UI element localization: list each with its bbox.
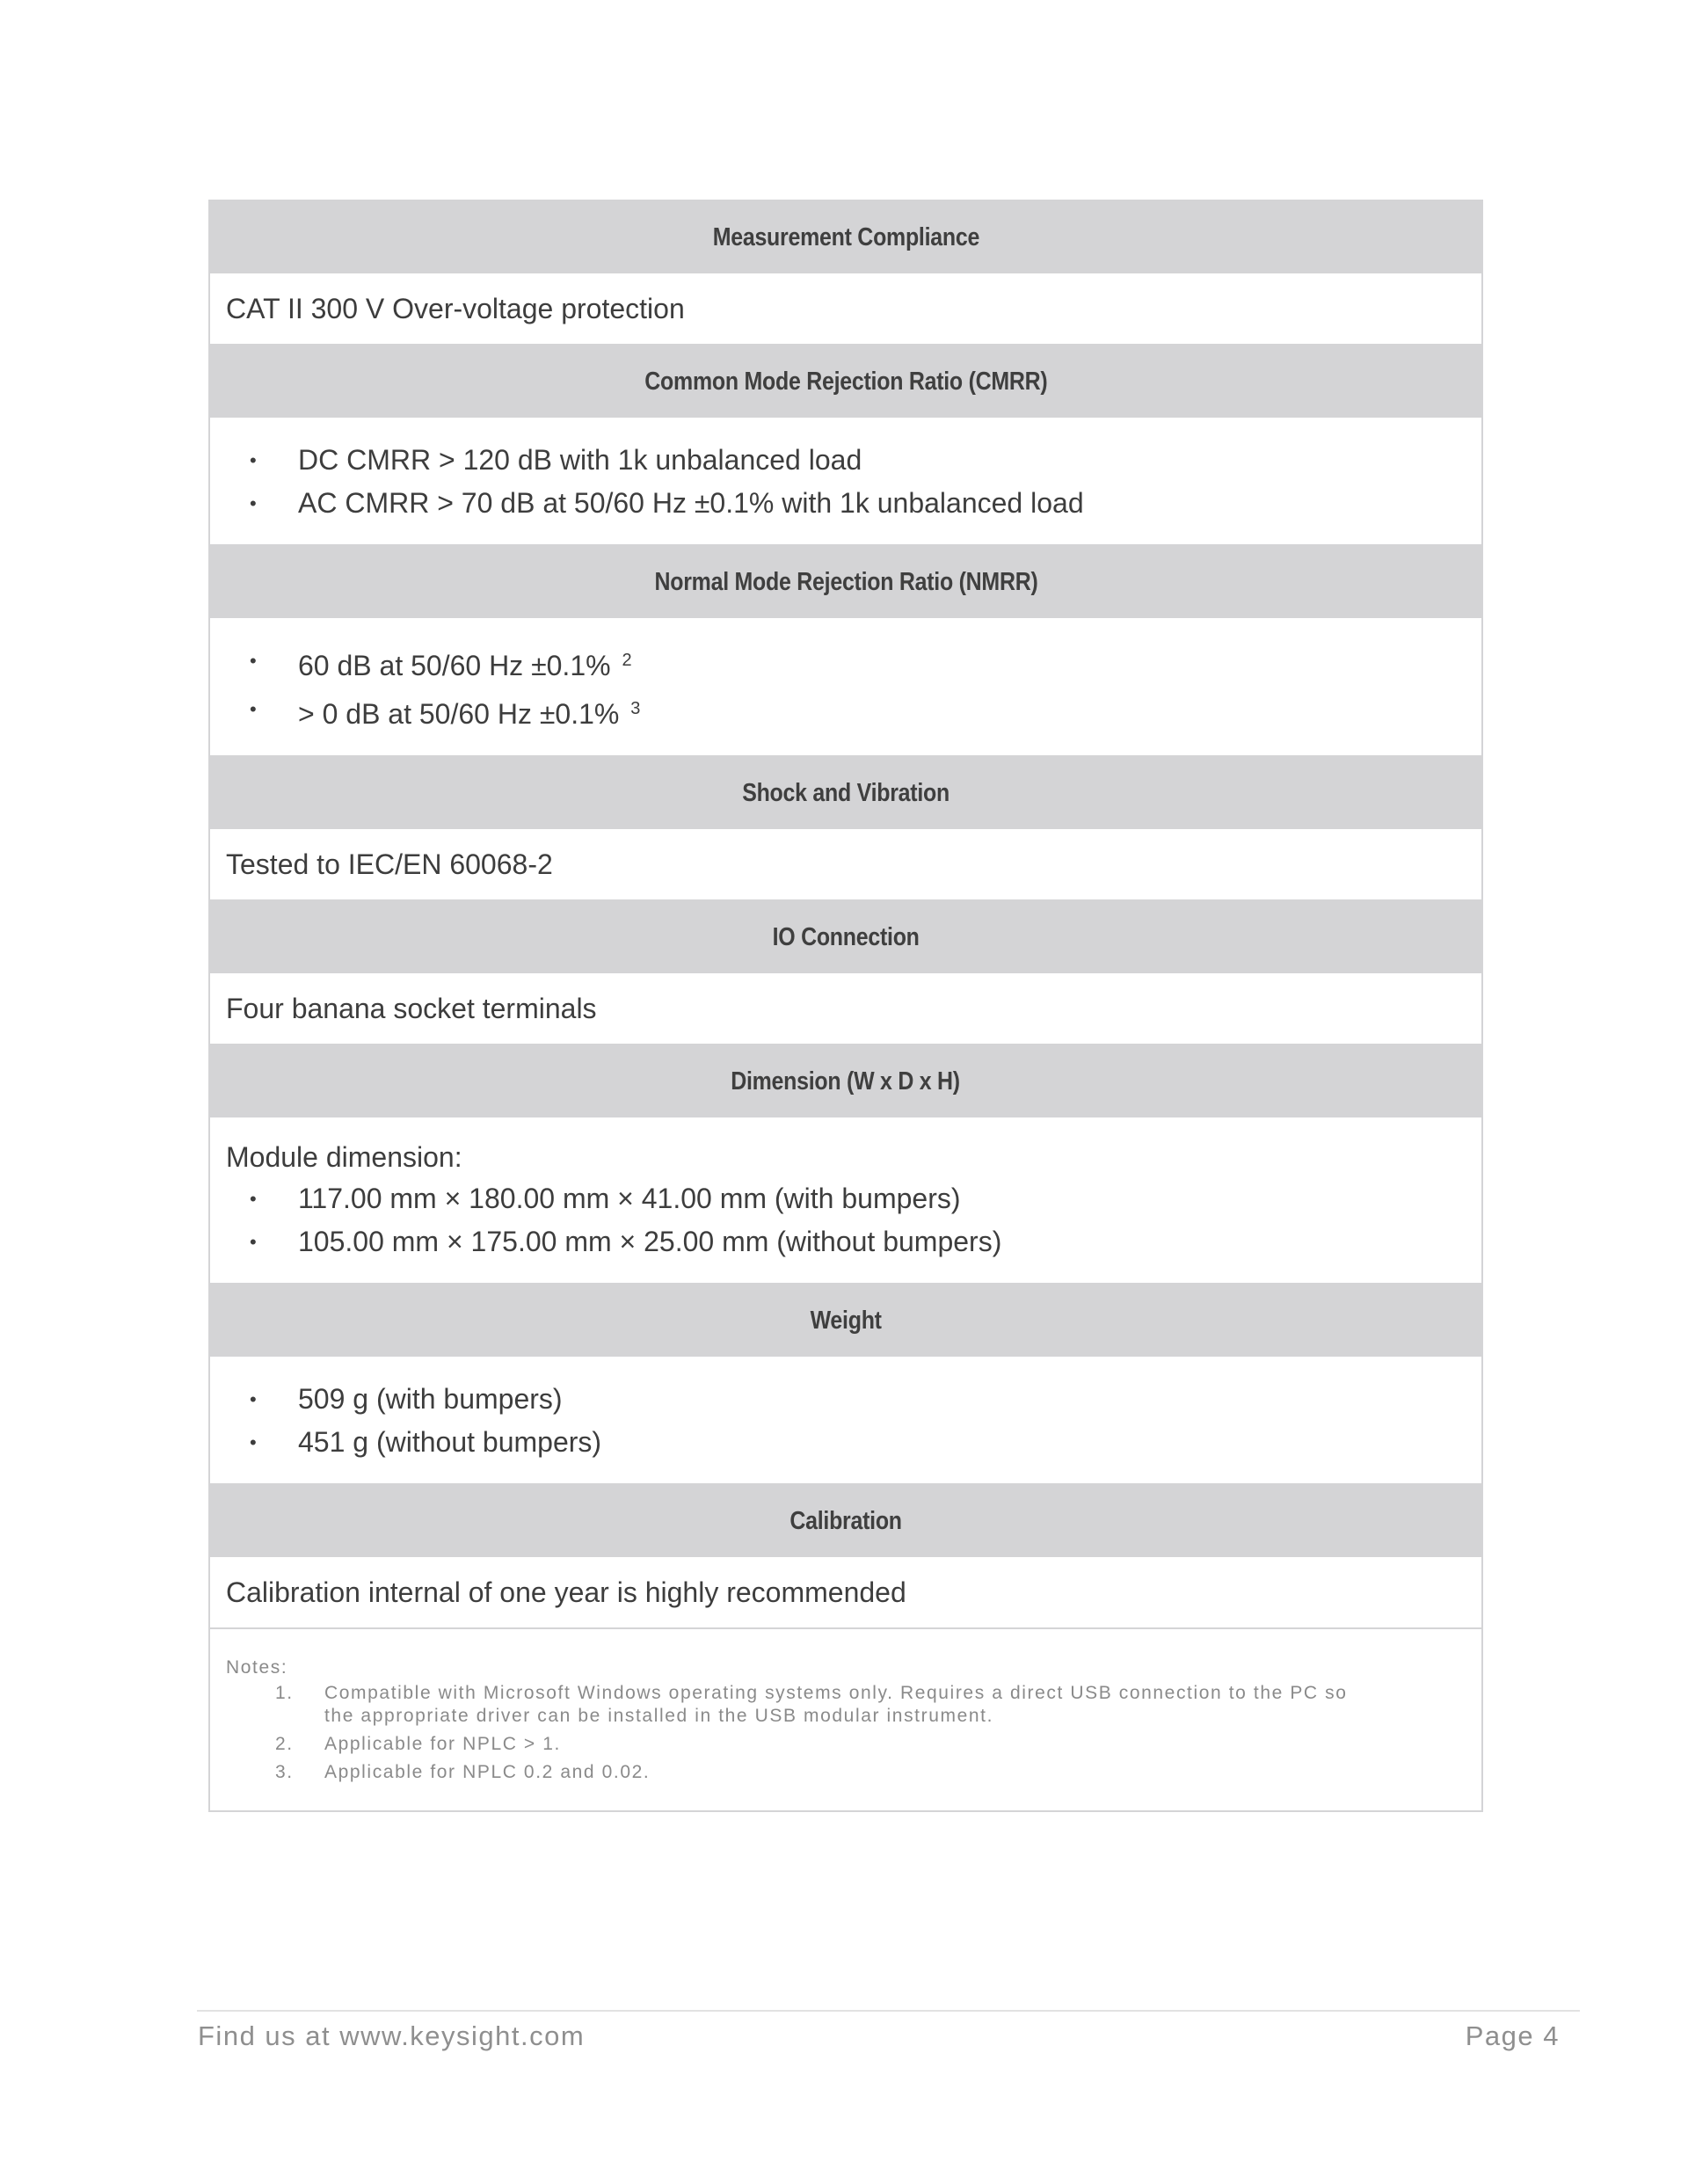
section-title: Shock and Vibration	[742, 778, 950, 807]
note-number: 3.	[275, 1762, 294, 1782]
section-body-weight	[210, 1357, 1481, 1485]
section-body-nmrr	[210, 618, 1481, 757]
notes-block	[210, 1629, 1481, 1810]
list-item	[226, 1220, 1466, 1263]
section-body-calibration	[210, 1557, 1481, 1629]
list-item-text: 509 g (with bumpers)	[298, 1383, 563, 1415]
footer-website-text: Find us at www.keysight.com	[198, 2020, 586, 2051]
note-text: Compatible with Microsoft Windows operating systems only. Requires a direct USB connection to the PC so the appropriate driver can be installed in the USB modular instrument.	[324, 1683, 1348, 1726]
bullet-icon: •	[250, 1231, 257, 1253]
spec-text: Calibration internal of one year is highly recommended	[226, 1576, 906, 1608]
bullet-icon: •	[250, 1188, 257, 1210]
list-item-text: AC CMRR > 70 dB at 50/60 Hz ±0.1% with 1k unbalanced load	[298, 487, 1084, 519]
bullet-list	[226, 1177, 1466, 1263]
section-title: Measurement Compliance	[712, 222, 979, 251]
section-title: Common Mode Rejection Ratio (CMRR)	[644, 367, 1048, 396]
list-item-text: 451 g (without bumpers)	[298, 1426, 602, 1458]
section-header-dimension	[210, 1045, 1481, 1117]
bullet-icon: •	[250, 650, 257, 672]
list-item	[226, 482, 1466, 525]
spec-text: Four banana socket terminals	[226, 992, 597, 1024]
list-item	[226, 639, 1466, 688]
section-header-measurement-compliance	[210, 201, 1481, 273]
list-item	[226, 439, 1466, 482]
list-item-text: 60 dB at 50/60 Hz ±0.1%	[298, 650, 611, 681]
section-title: IO Connection	[772, 922, 920, 951]
bullet-icon: •	[250, 492, 257, 514]
notes-title: Notes:	[226, 1657, 288, 1678]
bullet-icon: •	[250, 698, 257, 720]
footer-page-number: Page 4	[1465, 2020, 1560, 2051]
list-item	[226, 688, 1466, 736]
section-header-io-connection	[210, 901, 1481, 973]
bullet-list	[226, 439, 1466, 525]
bullet-list	[226, 639, 1466, 736]
section-body-measurement-compliance	[210, 273, 1481, 346]
bullet-icon: •	[250, 449, 257, 471]
list-item	[226, 1378, 1466, 1421]
note-number: 1.	[275, 1683, 294, 1703]
section-header-calibration	[210, 1485, 1481, 1557]
section-body-dimension	[210, 1117, 1481, 1285]
note-item	[226, 1682, 1379, 1728]
section-title: Dimension (W x D x H)	[731, 1067, 961, 1096]
specification-table	[208, 200, 1483, 1812]
section-title: Calibration	[789, 1506, 902, 1535]
spec-text: Tested to IEC/EN 60068-2	[226, 848, 553, 880]
section-header-weight	[210, 1285, 1481, 1357]
note-item	[226, 1733, 1379, 1756]
section-body-io-connection	[210, 973, 1481, 1045]
list-item-text: 117.00 mm × 180.00 mm × 41.00 mm (with bumpers)	[298, 1183, 961, 1214]
section-title: Weight	[810, 1306, 882, 1335]
list-item-text: 105.00 mm × 175.00 mm × 25.00 mm (without bumpers)	[298, 1226, 1002, 1257]
note-number: 2.	[275, 1734, 294, 1754]
bullet-icon: •	[250, 1431, 257, 1453]
list-item	[226, 1177, 1466, 1220]
footnote-ref: 3	[630, 699, 641, 718]
bullet-list	[226, 1378, 1466, 1464]
section-body-cmrr	[210, 418, 1481, 546]
note-text: Applicable for NPLC > 1.	[324, 1734, 561, 1754]
section-body-shock-vibration	[210, 829, 1481, 901]
section-header-cmrr	[210, 346, 1481, 418]
section-header-shock-vibration	[210, 757, 1481, 829]
list-item	[226, 1421, 1466, 1464]
footer-divider	[197, 2010, 1580, 2012]
notes-list	[226, 1682, 1466, 1784]
spec-lead-text: Module dimension:	[226, 1141, 462, 1173]
note-item	[226, 1761, 1379, 1784]
section-title: Normal Mode Rejection Ratio (NMRR)	[653, 567, 1038, 596]
list-item-text: DC CMRR > 120 dB with 1k unbalanced load	[298, 444, 862, 476]
section-header-nmrr	[210, 546, 1481, 618]
footnote-ref: 2	[622, 651, 632, 670]
bullet-icon: •	[250, 1388, 257, 1410]
list-item-text: > 0 dB at 50/60 Hz ±0.1%	[298, 698, 620, 730]
note-text: Applicable for NPLC 0.2 and 0.02.	[324, 1762, 651, 1782]
spec-text: CAT II 300 V Over-voltage protection	[226, 292, 685, 324]
